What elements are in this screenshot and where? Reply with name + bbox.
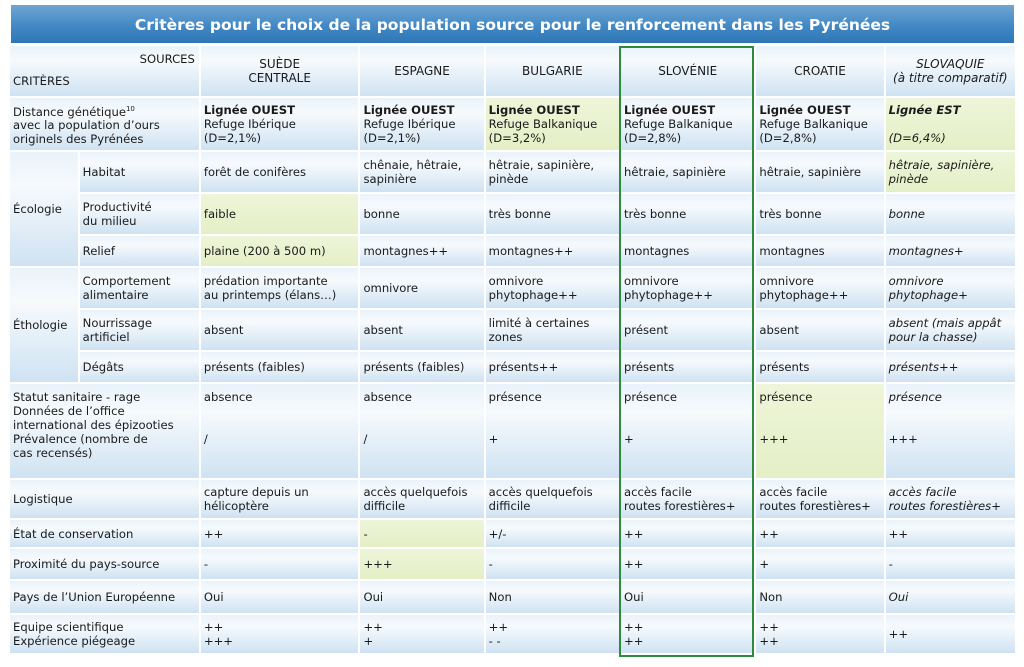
label-nourrissage (80, 310, 199, 350)
table-row (10, 549, 1015, 579)
relief-cell (360, 236, 483, 266)
header-criteres-label: CRITÈRES (13, 74, 70, 88)
relief-cell-text: montagnes++ (488, 244, 574, 258)
nourrissage-cell (360, 310, 483, 350)
label-proximite (10, 549, 199, 579)
logistique-cell-line-2: difficile (488, 499, 531, 513)
sanitaire-prevalence: +++ (888, 432, 918, 446)
distance-lineage: Lignée OUEST (363, 103, 455, 117)
comportement-cell-line-1: omnivore (759, 274, 814, 288)
conservation-label: État de conservation (13, 526, 134, 541)
conservation-cell (486, 520, 619, 547)
group-ecologie (10, 152, 78, 266)
habitat-cell-line-2: sapinière (363, 172, 417, 186)
ue-cell-text: Oui (888, 590, 909, 604)
relief-cell (756, 236, 883, 266)
header-sources-label: SOURCES (139, 52, 195, 66)
relief-cell-text: montagnes (624, 244, 690, 258)
conservation-cell (201, 520, 359, 547)
logistique-cell (886, 480, 1015, 518)
conservation-cell-text: ++ (888, 526, 909, 541)
equipe-scientifique-value: ++ (363, 620, 383, 634)
comportement-cell-line-2: phytophage++ (759, 288, 849, 302)
sanitaire-prevalence: +++ (759, 432, 789, 446)
conservation-cell (886, 520, 1015, 547)
label-sanitaire (10, 384, 199, 478)
distance-label-1: Distance génétique (13, 104, 126, 119)
distance-lineage: Lignée OUEST (759, 103, 851, 117)
distance-value: (D=2,1%) (203, 131, 262, 145)
equipe-cell (486, 615, 619, 653)
distance-value: (D=2,1%) (363, 131, 421, 145)
proximite-cell (201, 549, 359, 579)
equipe-scientifique-value: ++ (888, 627, 909, 641)
comportement-cell-line-1: omnivore (624, 274, 679, 288)
distance-cell (756, 98, 883, 150)
logistique-cell-line-1: capture depuis un (203, 485, 309, 499)
productivite-cell-text: bonne (363, 207, 400, 221)
habitat-cell (360, 152, 483, 192)
comportement-cell (486, 268, 619, 308)
comportement-label-2: alimentaire (82, 288, 149, 302)
habitat-cell-text: hêtraie, sapinière (759, 165, 862, 179)
productivite-label-1: Productivité (82, 200, 152, 214)
habitat-cell-text: forêt de conifères (203, 165, 307, 179)
logistique-cell (756, 480, 883, 518)
habitat-cell-line-1: chênaie, hêtraie, (363, 158, 462, 172)
conservation-cell (360, 520, 483, 547)
logistique-cell-line-2: routes forestières+ (759, 499, 871, 513)
comportement-cell-line-2: phytophage++ (624, 288, 713, 302)
comportement-cell (360, 268, 483, 308)
proximite-cell-text: - (488, 557, 493, 571)
criteria-table (8, 44, 1017, 655)
label-productivite (80, 194, 199, 234)
table-row (10, 152, 1015, 192)
conservation-cell-text: - (363, 526, 368, 541)
conservation-cell-text: ++ (203, 526, 224, 541)
sanitaire-label1: Statut sanitaire - rage (13, 390, 141, 404)
sanitaire-cell (486, 384, 619, 478)
degats-cell-text: présents (759, 360, 810, 374)
degats-cell (886, 352, 1015, 382)
distance-refuge: Refuge Balkanique (488, 117, 598, 131)
conservation-cell-text: +/- (488, 526, 507, 541)
proximite-label: Proximité du pays-source (13, 557, 160, 571)
degats-cell-text: présents (624, 360, 675, 374)
relief-cell (886, 236, 1015, 266)
relief-cell (201, 236, 359, 266)
nourrissage-cell-line-2: zones (488, 330, 523, 344)
proximite-cell-text: ++ (624, 557, 644, 571)
productivite-label-2: du milieu (82, 214, 137, 228)
logistique-label: Logistique (13, 492, 73, 506)
nourrissage-cell (201, 310, 359, 350)
group-ecologie-label: Écologie (13, 202, 62, 216)
logistique-cell (621, 480, 754, 518)
sanitaire-prevalence: / (203, 432, 208, 446)
logistique-cell-line-2: hélicoptère (203, 499, 269, 513)
sanitaire-statut: présence (488, 390, 542, 404)
degats-cell (621, 352, 754, 382)
experience-piegeage-value: + (363, 634, 374, 648)
ue-cell (621, 581, 754, 613)
sanitaire-cell (201, 384, 359, 478)
habitat-cell-text: hêtraie, sapinière (624, 165, 726, 179)
equipe-cell (886, 615, 1015, 653)
ue-cell (756, 581, 883, 613)
comportement-cell-line-1: omnivore (488, 274, 544, 288)
header-bulgarie (486, 46, 619, 96)
logistique-cell-line-2: routes forestières+ (888, 499, 1001, 513)
conservation-cell-text: ++ (624, 526, 644, 541)
nourrissage-cell-line-1: limité à certaines (488, 316, 590, 330)
habitat-label: Habitat (82, 165, 126, 179)
comportement-cell (756, 268, 883, 308)
habitat-cell-line-2: pinède (888, 172, 929, 186)
table-row (10, 520, 1015, 547)
sanitaire-cell (886, 384, 1015, 478)
equipe-label-1: Equipe scientifique (13, 620, 124, 634)
proximite-cell (486, 549, 619, 579)
relief-cell-text: montagnes (759, 244, 825, 258)
comportement-cell-line-2: phytophage+ (888, 288, 968, 302)
conservation-cell-text: ++ (759, 526, 779, 541)
distance-value: (D=6,4%) (888, 131, 946, 145)
sanitaire-statut: absence (203, 390, 253, 404)
distance-cell (621, 98, 754, 150)
nourrissage-cell (756, 310, 883, 350)
productivite-cell-text: bonne (888, 207, 925, 221)
experience-piegeage-value: ++ (759, 634, 779, 648)
degats-cell (486, 352, 619, 382)
group-ethologie-label: Éthologie (13, 318, 68, 332)
header-suede (201, 46, 359, 96)
proximite-cell (756, 549, 883, 579)
habitat-cell (756, 152, 883, 192)
table-row (10, 352, 1015, 382)
comportement-cell (886, 268, 1015, 308)
habitat-cell (621, 152, 754, 192)
equipe-cell (201, 615, 359, 653)
proximite-cell-text: + (759, 557, 770, 571)
table-row (10, 236, 1015, 266)
label-ue (10, 581, 199, 613)
table-row (10, 480, 1015, 518)
distance-label-2: avec la population d’ours (13, 118, 160, 133)
header-slovenie (621, 46, 754, 96)
degats-cell-text: présents (faibles) (363, 360, 465, 374)
header-suede-l2: CENTRALE (248, 71, 311, 85)
label-comportement (80, 268, 199, 308)
table-row (10, 268, 1015, 308)
distance-cell (486, 98, 619, 150)
productivite-cell (621, 194, 754, 234)
distance-refuge: Refuge Ibérique (203, 117, 296, 131)
label-degats (80, 352, 199, 382)
distance-refuge: Refuge Ibérique (363, 117, 456, 131)
experience-piegeage-value: - - (488, 634, 501, 648)
proximite-cell-text: +++ (363, 557, 393, 571)
proximite-cell (360, 549, 483, 579)
comportement-cell-text: omnivore (363, 281, 418, 295)
proximite-cell (886, 549, 1015, 579)
conservation-cell (621, 520, 754, 547)
habitat-cell (886, 152, 1015, 192)
distance-lineage: Lignée OUEST (203, 103, 295, 117)
logistique-cell-line-1: accès facile (888, 485, 957, 499)
sanitaire-statut: absence (363, 390, 412, 404)
sanitaire-cell (756, 384, 883, 478)
degats-cell-text: présents++ (888, 360, 959, 374)
conservation-cell (756, 520, 883, 547)
relief-cell (621, 236, 754, 266)
sanitaire-label5: cas recensés) (13, 446, 93, 460)
productivite-cell (756, 194, 883, 234)
habitat-cell (201, 152, 359, 192)
ue-cell-text: Non (759, 590, 783, 604)
sanitaire-prevalence: / (363, 432, 368, 446)
sanitaire-label2: Données de l’office (13, 404, 125, 418)
criteria-table-figure (10, 4, 1015, 661)
ue-cell (486, 581, 619, 613)
header-suede-l1: SUÈDE (259, 57, 301, 71)
comportement-cell (201, 268, 359, 308)
label-logistique (10, 480, 199, 518)
nourrissage-cell (486, 310, 619, 350)
logistique-cell-line-1: accès quelquefois (363, 485, 468, 499)
relief-cell-text: plaine (200 à 500 m) (203, 244, 326, 258)
sanitaire-label3: international des épizooties (13, 418, 174, 432)
proximite-cell-text: - (888, 557, 893, 571)
ue-cell (360, 581, 483, 613)
productivite-cell (886, 194, 1015, 234)
habitat-cell (486, 152, 619, 192)
distance-footnote: 10 (125, 104, 135, 113)
relief-cell-text: montagnes+ (888, 244, 964, 258)
productivite-cell (360, 194, 483, 234)
sanitaire-prevalence: + (624, 432, 634, 446)
distance-value: (D=2,8%) (759, 131, 817, 145)
proximite-cell (621, 549, 754, 579)
header-slovaquie-label: SLOVAQUIE (916, 57, 985, 71)
label-habitat (80, 152, 199, 192)
sanitaire-statut: présence (624, 390, 678, 404)
degats-cell (756, 352, 883, 382)
comportement-cell-line-1: omnivore (888, 274, 944, 288)
equipe-scientifique-value: ++ (759, 620, 779, 634)
distance-lineage: Lignée OUEST (624, 103, 716, 117)
nourrissage-cell-text: absent (363, 323, 403, 337)
sanitaire-label4: Prévalence (nombre de (13, 432, 148, 446)
logistique-cell (486, 480, 619, 518)
table-title: Critères pour le choix de la population source pour le renforcement dans les Pyrénées (10, 4, 1015, 44)
productivite-cell (201, 194, 359, 234)
equipe-cell (360, 615, 483, 653)
relief-cell-text: montagnes++ (363, 244, 449, 258)
proximite-cell-text: - (203, 557, 209, 571)
sanitaire-cell (621, 384, 754, 478)
comportement-cell (621, 268, 754, 308)
header-espagne (360, 46, 483, 96)
header-criteria-sources (10, 46, 199, 96)
table-row (10, 615, 1015, 653)
degats-label: Dégâts (82, 360, 124, 374)
equipe-cell (621, 615, 754, 653)
sanitaire-statut: présence (888, 390, 942, 404)
logistique-cell-line-1: accès facile (624, 485, 692, 499)
logistique-cell-line-1: accès facile (759, 485, 828, 499)
logistique-cell-line-1: accès quelquefois (488, 485, 593, 499)
experience-piegeage-value: +++ (203, 634, 234, 648)
productivite-cell-text: très bonne (488, 207, 551, 221)
logistique-cell-line-2: difficile (363, 499, 406, 513)
table-row (10, 46, 1015, 96)
equipe-scientifique-value: ++ (624, 620, 644, 634)
header-country-label: BULGARIE (522, 64, 583, 78)
equipe-cell (756, 615, 883, 653)
relief-cell (486, 236, 619, 266)
header-slovaquie (886, 46, 1015, 96)
ue-cell-text: Non (488, 590, 512, 604)
comportement-label-1: Comportement (82, 274, 171, 288)
degats-cell (360, 352, 483, 382)
header-country-label: CROATIE (794, 64, 846, 78)
table-row (10, 384, 1015, 478)
distance-cell (360, 98, 483, 150)
degats-cell (201, 352, 359, 382)
header-croatie (756, 46, 883, 96)
distance-cell (201, 98, 359, 150)
nourrissage-label-2: artificiel (82, 330, 130, 344)
equipe-scientifique-value: ++ (203, 620, 224, 634)
distance-lineage: Lignée OUEST (488, 103, 580, 117)
sanitaire-prevalence: + (488, 432, 499, 446)
logistique-cell (360, 480, 483, 518)
sanitaire-statut: présence (759, 390, 813, 404)
productivite-cell (486, 194, 619, 234)
comportement-cell-line-2: phytophage++ (488, 288, 578, 302)
table-row (10, 581, 1015, 613)
nourrissage-cell-line-1: absent (mais appât (888, 316, 1002, 330)
productivite-cell-text: très bonne (624, 207, 687, 221)
distance-label-3: originels des Pyrénées (13, 132, 144, 147)
productivite-cell-text: très bonne (759, 207, 822, 221)
label-relief (80, 236, 199, 266)
table-row (10, 194, 1015, 234)
comportement-cell-line-1: prédation importante (203, 274, 328, 288)
ue-cell-text: Oui (363, 590, 384, 604)
ue-label: Pays de l’Union Européenne (13, 590, 176, 604)
distance-refuge: Refuge Balkanique (624, 117, 733, 131)
label-equipe (10, 615, 199, 653)
nourrissage-cell (886, 310, 1015, 350)
degats-cell-text: présents++ (488, 360, 559, 374)
ue-cell (201, 581, 359, 613)
label-conservation (10, 520, 199, 547)
nourrissage-cell-text: absent (759, 323, 799, 337)
distance-refuge: Refuge Balkanique (759, 117, 868, 131)
distance-cell (886, 98, 1015, 150)
degats-cell-text: présents (faibles) (203, 360, 305, 374)
habitat-cell-line-1: hêtraie, sapinière, (488, 158, 595, 172)
equipe-scientifique-value: ++ (488, 620, 509, 634)
distance-value: (D=2,8%) (624, 131, 682, 145)
label-distance (10, 98, 199, 150)
header-country-label: SLOVÉNIE (658, 64, 718, 78)
ue-cell-text: Oui (203, 590, 224, 604)
productivite-cell-text: faible (203, 207, 236, 221)
sanitaire-cell (360, 384, 483, 478)
table-row (10, 310, 1015, 350)
distance-lineage: Lignée EST (888, 103, 961, 117)
habitat-cell-line-1: hêtraie, sapinière, (888, 158, 995, 172)
ue-cell (886, 581, 1015, 613)
comportement-cell-line-2: au printemps (élans…) (203, 288, 337, 302)
logistique-cell (201, 480, 359, 518)
nourrissage-cell-text: absent (203, 323, 244, 337)
ue-cell-text: Oui (624, 590, 644, 604)
nourrissage-cell (621, 310, 754, 350)
table-row (10, 98, 1015, 150)
header-slovaquie-note: (à titre comparatif) (893, 71, 1008, 85)
group-ethologie (10, 268, 78, 382)
habitat-cell-line-2: pinède (488, 172, 529, 186)
header-country-label: ESPAGNE (394, 64, 450, 78)
distance-value: (D=3,2%) (488, 131, 546, 145)
logistique-cell-line-2: routes forestières+ (624, 499, 736, 513)
nourrissage-cell-text: présent (624, 323, 669, 337)
experience-piegeage-value: ++ (624, 634, 644, 648)
relief-label: Relief (82, 244, 115, 258)
nourrissage-label-1: Nourrissage (82, 316, 153, 330)
equipe-label-2: Expérience piégeage (13, 634, 136, 648)
nourrissage-cell-line-2: pour la chasse) (888, 330, 978, 344)
